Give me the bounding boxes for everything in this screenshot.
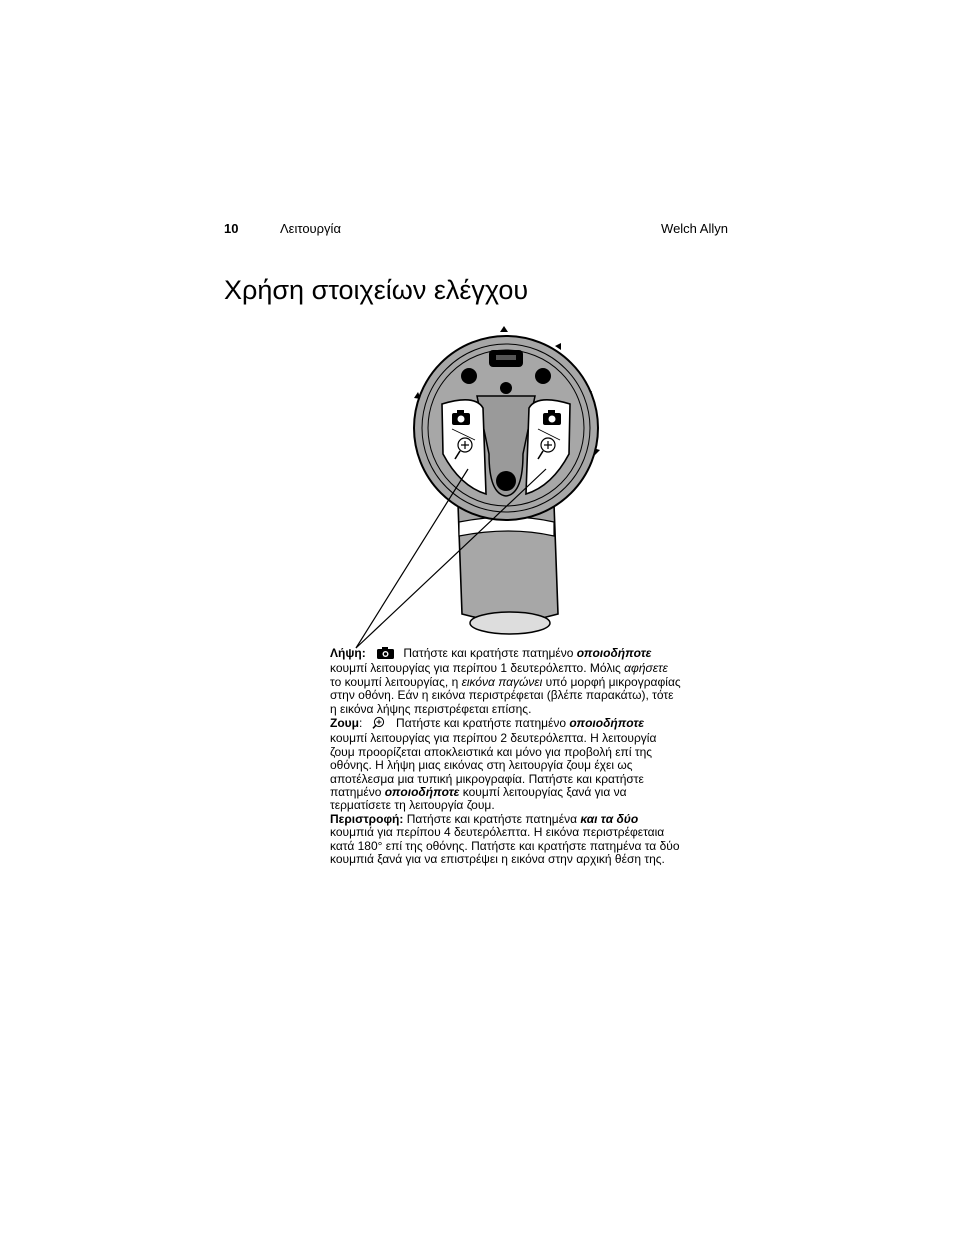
capture-paragraph [330, 647, 682, 716]
zoom-emphasis-1: οποιοδήποτε [569, 716, 645, 731]
zoom-colon: : [359, 716, 363, 731]
magnifier-zoom-icon [372, 716, 385, 732]
led-left [461, 368, 477, 384]
zoom-emphasis-2: οποιοδήποτε [384, 785, 460, 800]
rotate-text-2: κουμπιά για περίπου 4 δευτερόλεπτα. Η εικόνα περιστρέφεταια κατά 180° επί της οθόνης. Πατήστε και κρατήστε πατημένα τα δύο κουμπιά ξανά για να επιστρέψει η εικόνα στην αρχική θέση της. [330, 825, 680, 867]
led-right [535, 368, 551, 384]
zoom-text-1: Πατήστε και κρατήστε πατημένο [396, 716, 567, 731]
led-center [500, 382, 512, 394]
controls-description [330, 647, 682, 867]
zoom-text-3: κουμπί λειτουργίας ξανά για να τερματίσετε τη λειτουργία ζουμ. [330, 785, 627, 813]
brand-name: Welch Allyn [661, 221, 728, 236]
zoom-text-2: κουμπί λειτουργίας για περίπου 2 δευτερόλεπτα. Η λειτουργία ζουμ προορίζεται αποκλειστικά και μόνο για προβολή επί της οθόνης. Η λήψη μιας εικόνας στη λειτουργία ζουμ έχει ως αποτέλεσμα μια τυπική μικρογραφία. Πατήστε και κρατήστε πατημένο [330, 731, 657, 800]
handle-end [470, 612, 550, 634]
rotate-label: Περιστροφή: [330, 811, 404, 826]
capture-text-1: Πατήστε και κρατήστε πατημένο [403, 646, 574, 660]
zoom-paragraph [330, 716, 682, 813]
section-name: Λειτουργία [280, 221, 341, 236]
page-number: 10 [224, 221, 239, 236]
capture-emphasis-2: αφήσετε [624, 661, 668, 676]
capture-text-3: το κουμπί λειτουργίας, η [330, 674, 459, 689]
capture-text-2: κουμπί λειτουργίας για περίπου 1 δευτερόλεπτο. Μόλις [330, 661, 621, 676]
capture-emphasis-3: εικόνα παγώνει [461, 674, 543, 689]
zoom-label: Ζουμ [330, 716, 359, 731]
rotate-text-1: Πατήστε και κρατήστε πατημένα [406, 811, 578, 826]
page-title: Χρήση στοιχείων ελέγχου [224, 275, 529, 305]
camera-icon [377, 647, 394, 662]
capture-label: Λήψη: [330, 646, 366, 660]
center-button [496, 471, 516, 491]
rotate-emphasis-1: και τα δύο [580, 811, 639, 826]
rotate-paragraph [330, 813, 682, 867]
device-illustration [340, 326, 630, 666]
capture-text-4: υπό μορφή μικρογραφίας στην οθόνη. Εάν η εικόνα περιστρέφεται (βλέπε παρακάτω), τότε η εικόνα λήψης περιστρέφεται επίσης. [330, 674, 681, 716]
capture-emphasis-1: οποιοδήποτε [576, 646, 652, 660]
